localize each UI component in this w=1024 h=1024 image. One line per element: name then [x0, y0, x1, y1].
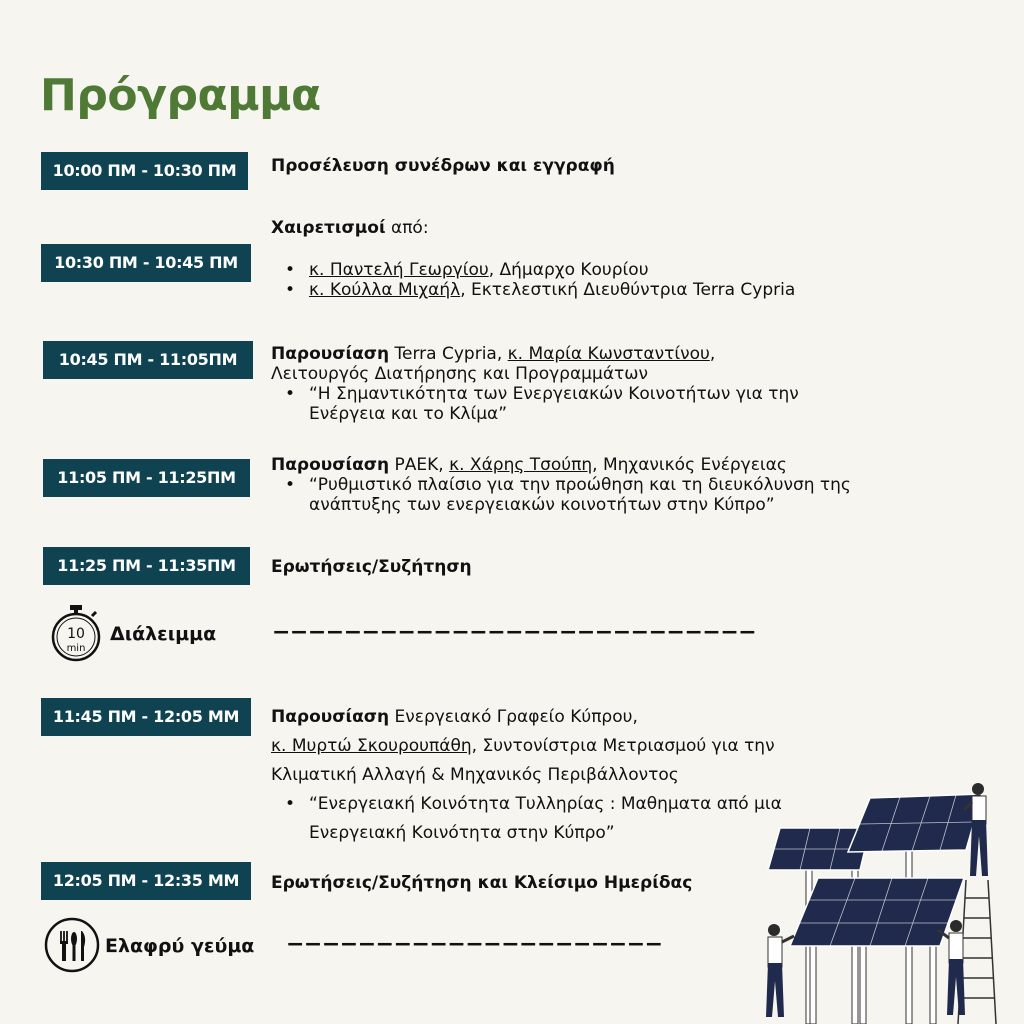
speaker-name: κ. Μαρία Κωνσταντίνου — [507, 344, 710, 364]
time-badge-2: 10:30 ΠΜ - 10:45 ΠΜ — [41, 244, 251, 282]
greeting-item-1: • κ. Παντελή Γεωργίου, Δήμαρχο Κουρίου — [271, 260, 795, 280]
timer-number: 10 — [67, 626, 85, 642]
talk-title: • “Ενεργειακή Κοινότητα Τυλληρίας : Μαθηματα από μια — [271, 790, 782, 819]
speaker-name: κ. Μυρτώ Σκουρουπάθη — [271, 736, 472, 756]
lunch-dashes: −−−−−−−−−−−−−−−−−−−−− — [286, 932, 663, 957]
speaker-name: κ. Χάρης Τσούπη — [449, 455, 593, 475]
break-label: Διάλειμμα — [110, 623, 217, 645]
time-badge-7: 12:05 ΠΜ - 12:35 ΜΜ — [41, 862, 251, 900]
session-1-title: Προσέλευση συνέδρων και εγγραφή — [271, 156, 615, 176]
session-4: Παρουσίαση ΡΑΕΚ, κ. Χάρης Τσούπη, Μηχανικός Ενέργειας • “Ρυθμιστικό πλαίσιο για την προώθηση και τη διευκόλυνση της ανάπτυξης των ενεργειακών κοινοτήτων στην Κύπρο” — [271, 455, 851, 515]
talk-title: • “Ρυθμιστικό πλαίσιο για την προώθηση και τη διευκόλυνση της — [271, 475, 851, 495]
time-badge-5: 11:25 ΠΜ - 11:35ΠΜ — [43, 547, 250, 585]
break-dashes: −−−−−−−−−−−−−−−−−−−−−−−−−−− — [272, 620, 757, 645]
session-6: Παρουσίαση Ενεργειακό Γραφείο Κύπρου, κ. Μυρτώ Σκουρουπάθη, Συντονίστρια Μετριασμού για την Κλιματική Αλλαγή & Μηχανικός Περιβάλλοντος • “Ενεργειακή Κοινότητα Τυλληρίας : Μαθηματα από μια Ενεργειακή Κοινότητα στην Κύπρο” — [271, 703, 782, 848]
solar-panels-workers-illustration — [760, 780, 1024, 1024]
session-1 — [271, 156, 615, 176]
timer-unit: min — [66, 643, 86, 654]
speaker-name: κ. Κούλλα Μιχαήλ — [309, 280, 461, 300]
lunch-label: Ελαφρύ γεύμα — [105, 935, 255, 957]
greeting-item-2: • κ. Κούλλα Μιχαήλ, Εκτελεστική Διευθύντρια Terra Cypria — [271, 280, 795, 300]
time-badge-6: 11:45 ΠΜ - 12:05 ΜΜ — [41, 698, 251, 736]
time-badge-1: 10:00 ΠΜ - 10:30 ΠΜ — [41, 152, 248, 190]
greetings-label: Χαιρετισμοί — [271, 218, 386, 238]
session-7: Ερωτήσεις/Συζήτηση και Κλείσιμο Ημερίδας — [271, 873, 693, 893]
session-3: Παρουσίαση Terra Cypria, κ. Μαρία Κωνσταντίνου, Λειτουργός Διατήρησης και Προγραμμάτων • “Η Σημαντικότητα των Ενεργειακών Κοινοτήτων για την Ενέργεια και το Κλίμα” — [271, 344, 799, 424]
session-2: Χαιρετισμοί από: • κ. Παντελή Γεωργίου, Δήμαρχο Κουρίου • κ. Κούλλα Μιχαήλ, Εκτελεστική Διευθύντρια Terra Cypria — [271, 218, 795, 300]
talk-title: • “Η Σημαντικότητα των Ενεργειακών Κοινοτήτων για την — [271, 384, 799, 404]
time-badge-3: 10:45 ΠΜ - 11:05ΠΜ — [43, 341, 253, 379]
time-badge-4: 11:05 ΠΜ - 11:25ΠΜ — [43, 459, 250, 497]
page-title: Πρόγραμμα — [40, 70, 321, 121]
fork-knife-icon — [44, 917, 100, 973]
stopwatch-icon — [50, 604, 102, 664]
session-5: Ερωτήσεις/Συζήτηση — [271, 557, 472, 577]
speaker-name: κ. Παντελή Γεωργίου — [309, 260, 489, 280]
